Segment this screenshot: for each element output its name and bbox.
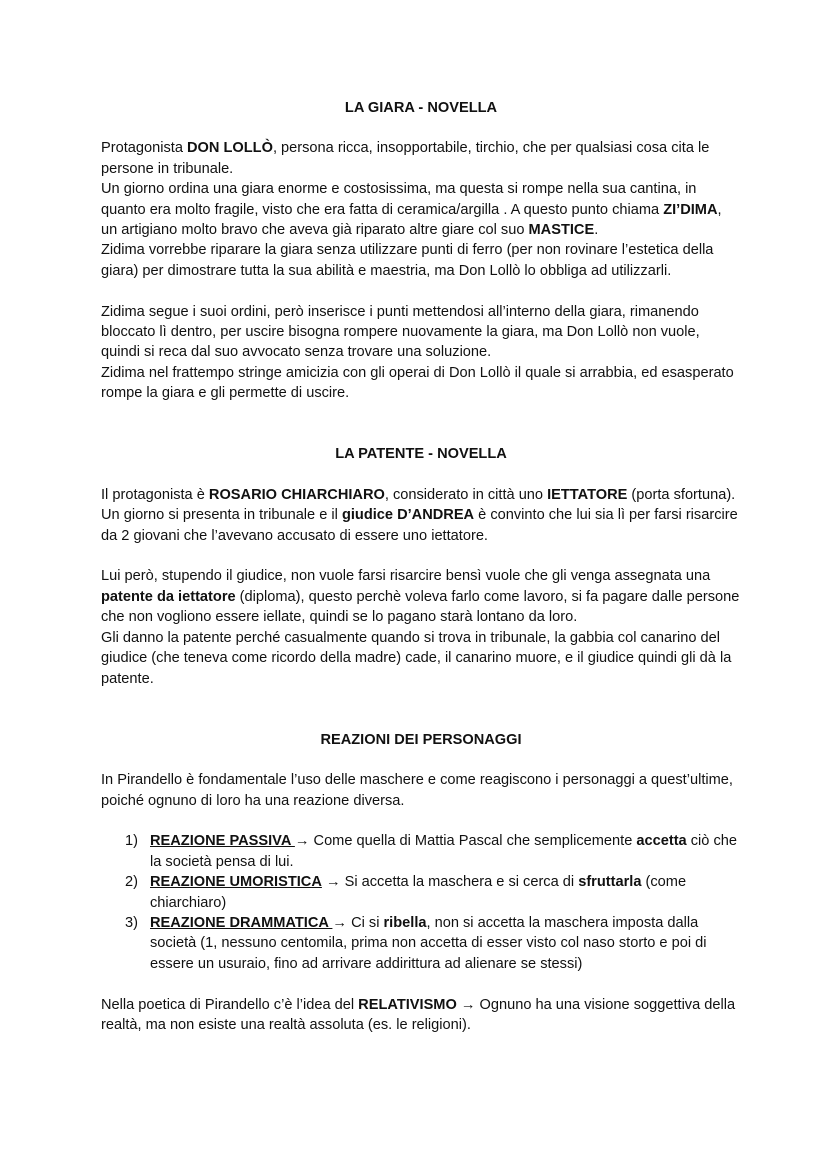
paragraph-relativismo: Nella poetica di Pirandello c’è l’idea del RELATIVISMO → Ognuno ha una visione soggettiva della realtà, ma non esiste una realtà assoluta (es. le religioni). (101, 996, 736, 1033)
list-item: 1) REAZIONE PASSIVA → Come quella di Mattia Pascal che semplicemente accetta ciò che la società pensa di lui. (125, 833, 737, 870)
section-title-la-patente: LA PATENTE - NOVELLA (335, 446, 507, 463)
list-item: 3) REAZIONE DRAMMATICA → Ci si ribella, non si accetta la maschera imposta dalla società (1, nessuno centomila, prima non accetta di esser visto col naso storto e poi di essere un usuraio, fino ad arrivare addirittura ad alienare se stessi) (125, 914, 707, 972)
section-title-la-giara: LA GIARA - NOVELLA (344, 100, 498, 116)
section-title-reazioni: REAZIONI DEI PERSONAGGI (320, 731, 522, 748)
paragraph-giara-1: Protagonista DON LOLLÒ, persona ricca, insopportabile, tirchio, che per qualsiasi cosa cita le persone in tribunale. Un giorno ordina una giara enorme e costosissima, ma questa si rompe nella sua cantina, in quanto era molto fragile, visto che era fatta di ceramica/argilla . A questo punto chiama ZI’DIMA, un artigiano molto bravo che aveva già riparato altre giare col suo MASTICE. Zidima vorrebbe riparare la giara senza utilizzare punti di ferro (per non rovinare l’estetica della giara) per dimostrare tutta la sua abilità e maestria, ma Don Lollò lo obbliga ad utilizzarli. (101, 140, 722, 279)
paragraph-reazioni-intro: In Pirandello è fondamentale l’uso delle maschere e come reagiscono i personaggi a quest’ultime, poiché ognuno di loro ha una reazione diversa. (101, 772, 733, 809)
paragraph-patente-2: Lui però, stupendo il giudice, non vuole farsi risarcire bensì vuole che gli venga assegnata una patente da iettatore (diploma), questo perchè voleva farlo come lavoro, si fa pagare dalle persone che non vogliono essere iellate, quindi se lo pagano starà lontano da loro. Gli danno la patente perché casualmente quando si trova in tribunale, la gabbia col canarino del giudice (che teneva come ricordo della madre) cade, il canarino muore, e il giudice quindi gli dà la patente. (101, 568, 740, 687)
reazioni-list (101, 831, 741, 974)
list-item: 2) REAZIONE UMORISTICA → Si accetta la maschera e si cerca di sfruttarla (come chiarchiaro) (125, 874, 687, 911)
paragraph-giara-2: Zidima segue i suoi ordini, però inserisce i punti mettendosi all’interno della giara, rimanendo bloccato lì dentro, per uscire bisogna rompere nuovamente la giara, ma Don Lollò non vuole, quindi si reca dal suo avvocato senza trovare una soluzione. Zidima nel frattempo stringe amicizia con gli operai di Don Lollò il quale si arrabbia, ed esasperato rompe la giara e gli permette di uscire. (101, 303, 734, 402)
paragraph-patente-1: Il protagonista è ROSARIO CHIARCHIARO, considerato in città uno IETTATORE (porta sfortuna). Un giorno si presenta in tribunale e il giudice D’ANDREA è convinto che lui sia lì per farsi risarcire da 2 giovani che l’avevano accusato di essere uno iettatore. (101, 486, 738, 544)
document-page (101, 98, 741, 1035)
